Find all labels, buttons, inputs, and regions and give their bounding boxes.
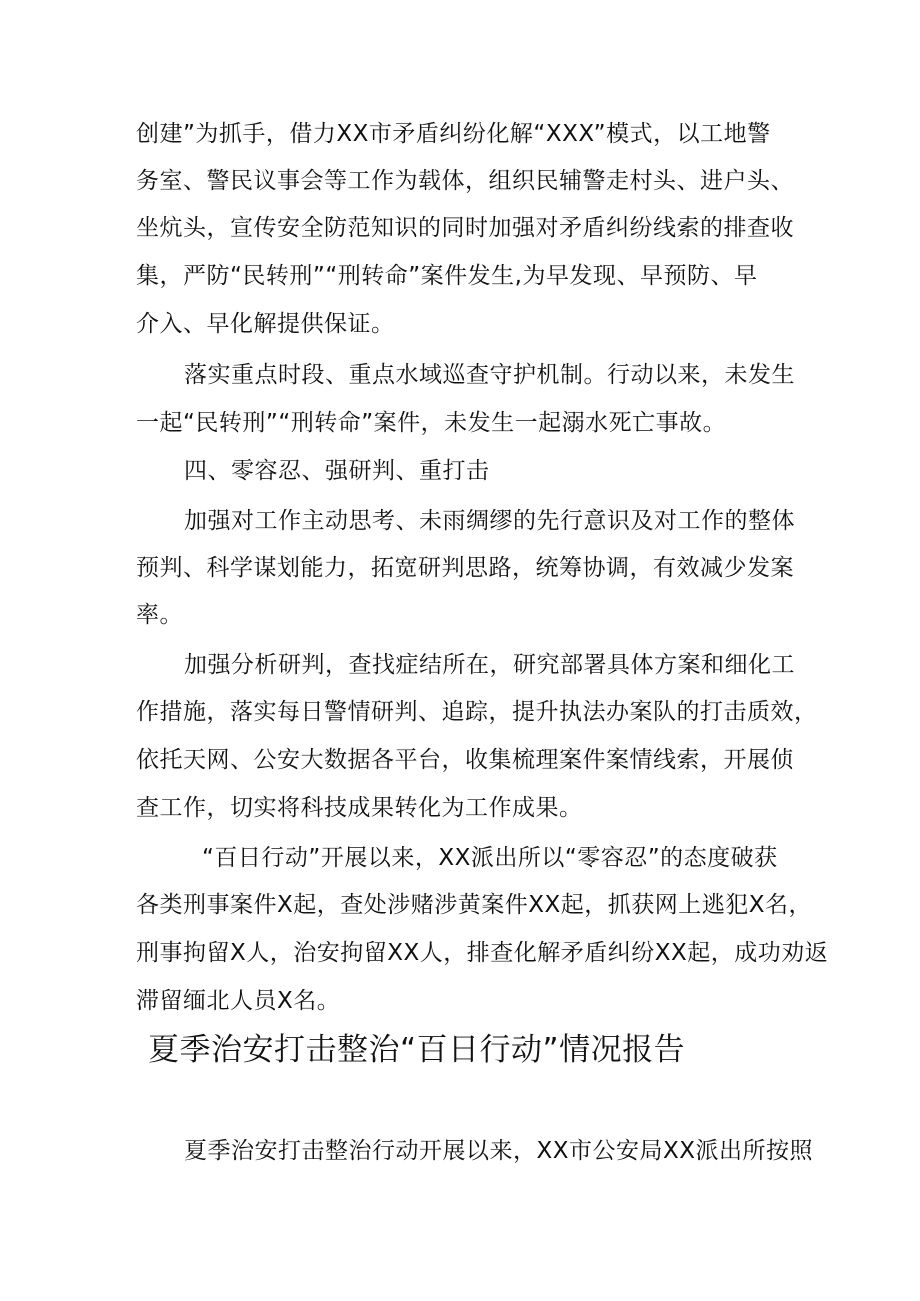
paragraph-line: 集，严防“民转刑”“刑转命”案件发生,为早发现、早预防、早 — [136, 263, 758, 289]
paragraph-line: 依托天网、公安大数据各平台，收集梳理案件案情线索，开展侦 — [136, 747, 794, 773]
paragraph-line: 落实重点时段、重点水域巡查守护机制。行动以来，未发生 — [184, 362, 795, 388]
paragraph-line: 务室、警民议事会等工作为载体，组织民辅警走村头、进户头、 — [136, 168, 794, 194]
paragraph-line: 刑事拘留X人，治安拘留XX人，排查化解矛盾纠纷XX起，成功劝返 — [136, 940, 829, 966]
paragraph-line: 滞留缅北人员X名。 — [136, 988, 341, 1014]
paragraph-line: 坐炕头，宣传安全防范知识的同时加强对矛盾纠纷线索的排查收 — [136, 215, 794, 241]
paragraph-line: 夏季治安打击整治行动开展以来，XX市公安局XX派出所按照 — [184, 1138, 814, 1164]
paragraph-line: 作措施，落实每日警情研判、追踪，提升执法办案队的打击质效， — [136, 699, 818, 725]
paragraph-line: 查工作，切实将科技成果转化为工作成果。 — [136, 795, 583, 821]
section-heading: 四、零容忍、强研判、重打击 — [184, 458, 490, 484]
paragraph-line: 预判、科学谋划能力，拓宽研判思路，统筹协调，有效减少发案 — [136, 555, 794, 581]
paragraph-line: 介入、早化解提供保证。 — [136, 311, 395, 337]
paragraph-line: 各类刑事案件X起，查处涉赌涉黄案件XX起，抓获网上逃犯X名， — [136, 892, 813, 918]
paragraph-line: 创建”为抓手，借力XX市矛盾纠纷化解“XXX”模式，以工地警 — [136, 121, 771, 147]
paragraph-line: “百日行动”开展以来，XX派出所以“零容忍”的态度破获 — [202, 845, 778, 871]
report-title: 夏季治安打击整治“百日行动”情况报告 — [148, 1032, 686, 1068]
paragraph-line: 一起“民转刑”“刑转命”案件，未发生一起溺水死亡事故。 — [136, 410, 727, 436]
paragraph-line: 率。 — [136, 602, 183, 628]
paragraph-line: 加强对工作主动思考、未雨绸缪的先行意识及对工作的整体 — [184, 508, 795, 534]
paragraph-line: 加强分析研判，查找症结所在，研究部署具体方案和细化工 — [184, 652, 795, 678]
